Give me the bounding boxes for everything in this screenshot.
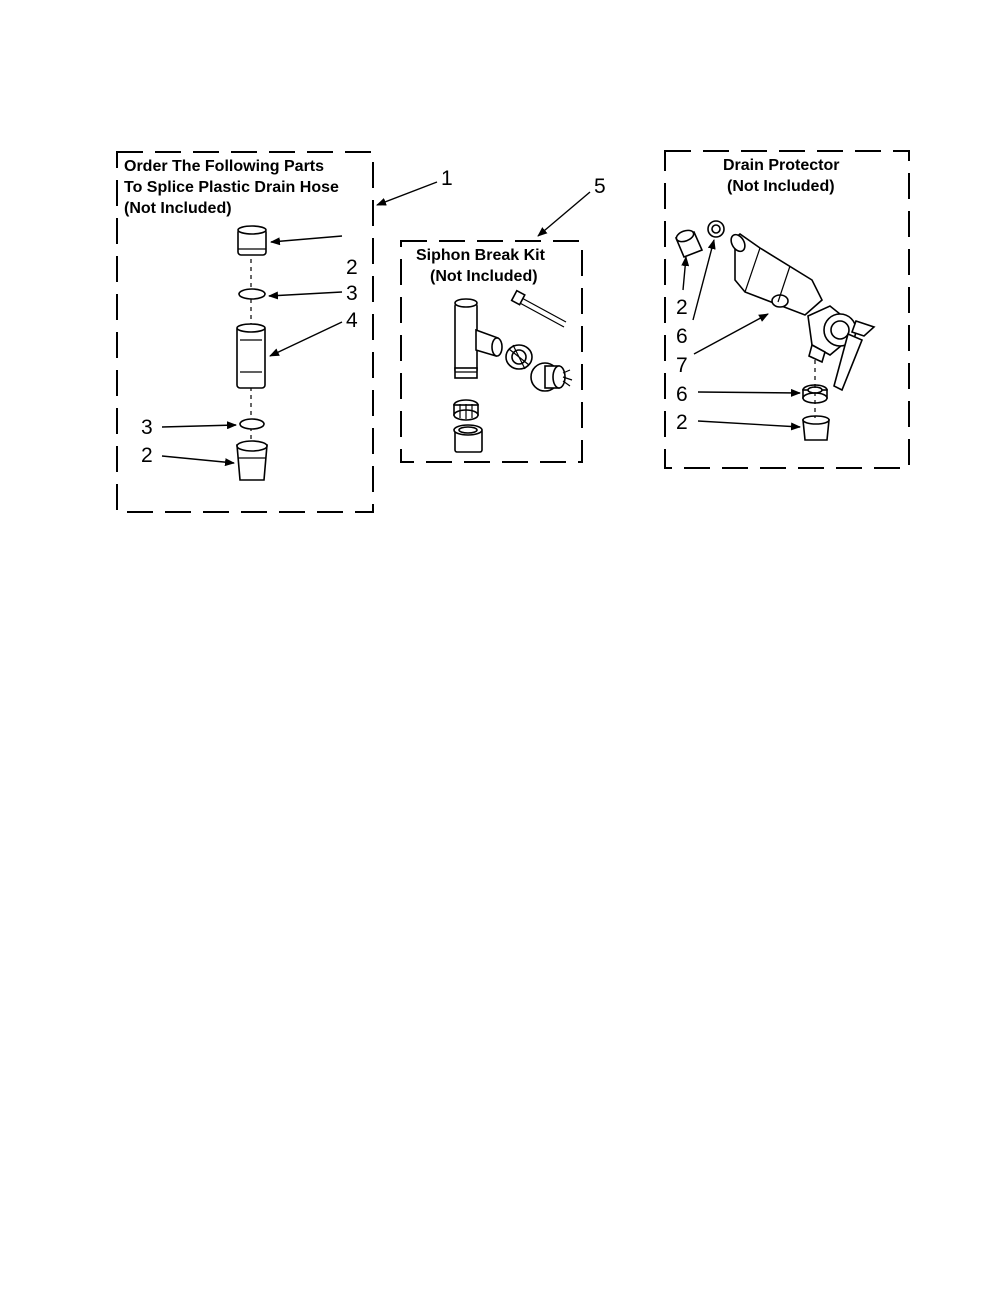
siphon-tee-fitting — [455, 299, 502, 378]
siphon-lower-adapter — [454, 425, 482, 452]
drain-main-body — [728, 232, 874, 390]
leader-drain-6-bottom — [698, 392, 800, 393]
leader-splice-2-top — [271, 236, 342, 242]
siphon-kit-title-line-1: Siphon Break Kit — [416, 247, 545, 264]
callout-splice-4: 4 — [346, 309, 358, 332]
splice-top-clamp — [239, 289, 265, 299]
leader-1 — [377, 182, 437, 205]
callout-drain-2-top: 2 — [676, 296, 688, 319]
drain-top-adapter — [675, 228, 702, 257]
drain-bottom-adapter — [803, 416, 829, 440]
drain-top-nut — [708, 221, 724, 237]
splice-top-adapter — [238, 226, 266, 255]
leader-drain-2-bottom — [698, 421, 800, 427]
callout-splice-3-top: 3 — [346, 282, 358, 305]
drain-protector-title-line-2: (Not Included) — [727, 178, 835, 195]
splice-kit-title-line-2: To Splice Plastic Drain Hose — [124, 179, 339, 196]
leader-5 — [538, 192, 590, 236]
callout-1: 1 — [441, 167, 453, 190]
callout-5: 5 — [594, 175, 606, 198]
leader-splice-3-bottom — [162, 425, 236, 427]
siphon-lower-clamp — [454, 400, 478, 420]
leader-splice-4 — [270, 322, 342, 356]
callout-splice-3-bottom: 3 — [141, 416, 153, 439]
callout-splice-2-top: 2 — [346, 256, 358, 279]
splice-kit-title-line-1: Order The Following Parts — [124, 158, 325, 175]
splice-kit-group — [117, 152, 453, 512]
leader-drain-7 — [694, 314, 768, 354]
splice-bottom-adapter — [237, 441, 267, 480]
siphon-valve — [531, 363, 572, 391]
siphon-kit-title-line-2: (Not Included) — [430, 268, 538, 285]
splice-connector — [237, 324, 265, 388]
callout-drain-7: 7 — [676, 354, 688, 377]
callout-drain-6-bottom: 6 — [676, 383, 688, 406]
leader-splice-3-top — [269, 292, 342, 296]
splice-kit-title-line-3: (Not Included) — [124, 200, 232, 217]
siphon-nut — [506, 345, 532, 369]
leader-splice-2-bottom — [162, 456, 234, 463]
drain-protector-frame — [665, 151, 909, 468]
siphon-cable-tie — [512, 291, 566, 327]
drain-protector-title-line-1: Drain Protector — [723, 157, 840, 174]
callout-drain-6-top: 6 — [676, 325, 688, 348]
siphon-kit-group — [401, 175, 606, 462]
splice-bottom-clamp — [240, 419, 264, 429]
drain-protector-group — [665, 151, 909, 468]
callout-drain-2-bottom: 2 — [676, 411, 688, 434]
callout-splice-2-bottom: 2 — [141, 444, 153, 467]
leader-drain-2-top — [683, 257, 686, 290]
